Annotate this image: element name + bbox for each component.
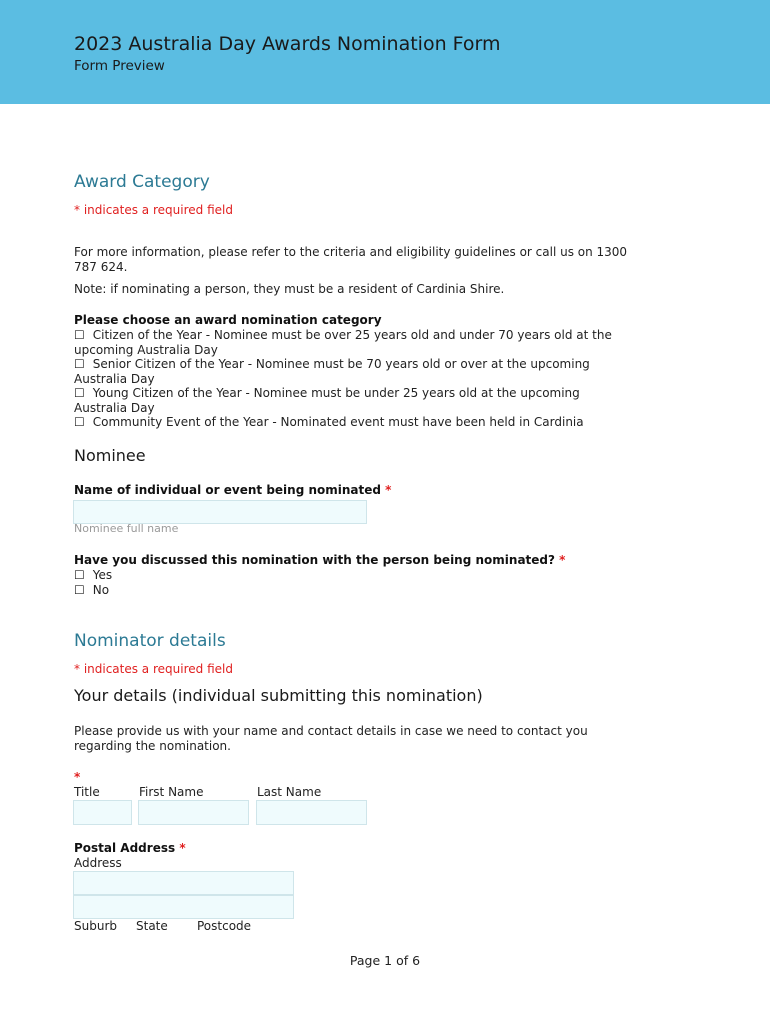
checkbox-icon[interactable]: ☐ — [74, 386, 85, 400]
first-name-input[interactable] — [138, 800, 249, 825]
option-label: Young Citizen of the Year - Nominee must be under 25 years old at the upcoming — [92, 386, 580, 400]
required-star: * — [559, 553, 566, 567]
form-subtitle: Form Preview — [74, 58, 165, 74]
option-label: Senior Citizen of the Year - Nominee must be 70 years old or over at the upcoming — [92, 357, 590, 371]
nominator-intro-line1: Please provide us with your name and contact details in case we need to contact you — [74, 724, 588, 738]
required-field-note: * indicates a required field — [74, 662, 233, 676]
required-star: * — [385, 483, 392, 497]
form-title: 2023 Australia Day Awards Nomination Form — [74, 33, 501, 55]
discussed-label — [74, 553, 565, 567]
checkbox-icon[interactable]: ☐ — [74, 415, 85, 429]
postal-address-label-text: Postal Address — [74, 841, 176, 855]
option-label-cont: upcoming Australia Day — [74, 342, 218, 357]
address-line2-input[interactable] — [73, 895, 294, 919]
checkbox-icon[interactable]: ☐ — [74, 568, 85, 582]
category-question: Please choose an award nomination category — [74, 313, 382, 327]
last-name-input[interactable] — [256, 800, 367, 825]
option-label: No — [92, 583, 110, 597]
title-label: Title — [74, 785, 100, 799]
nominator-heading: Nominator details — [74, 631, 226, 651]
first-name-label: First Name — [139, 785, 204, 799]
nominee-name-hint: Nominee full name — [74, 522, 179, 535]
suburb-label: Suburb — [74, 919, 117, 933]
last-name-label: Last Name — [257, 785, 322, 799]
form-header — [0, 0, 770, 104]
info-text-line1: For more information, please refer to the criteria and eligibility guidelines or call us on 1300 — [74, 245, 628, 259]
discussed-label-text: Have you discussed this nomination with the person being nominated? — [74, 553, 555, 567]
category-option-senior[interactable] — [74, 357, 590, 386]
checkbox-icon[interactable]: ☐ — [74, 357, 85, 371]
page-number: Page 1 of 6 — [349, 953, 421, 968]
info-text-line2: 787 624. — [74, 260, 128, 274]
nominee-heading: Nominee — [74, 446, 146, 465]
discussed-option-yes[interactable] — [74, 568, 112, 583]
checkbox-icon[interactable]: ☐ — [74, 328, 85, 342]
option-label-cont: Australia Day — [74, 371, 155, 386]
state-label: State — [136, 919, 168, 933]
checkbox-icon[interactable]: ☐ — [74, 583, 85, 597]
resident-note: Note: if nominating a person, they must be a resident of Cardinia Shire. — [74, 282, 505, 296]
category-option-citizen[interactable] — [74, 328, 612, 357]
required-star: * — [179, 841, 186, 855]
option-label: Yes — [92, 568, 113, 582]
your-details-subheading: Your details (individual submitting this nomination) — [74, 686, 483, 705]
postcode-label: Postcode — [197, 919, 252, 933]
postal-address-label — [74, 841, 186, 855]
discussed-option-no[interactable] — [74, 583, 109, 598]
option-label: Citizen of the Year - Nominee must be over 25 years old and under 70 years old at the — [92, 328, 612, 342]
address-label: Address — [74, 856, 122, 870]
option-label: Community Event of the Year - Nominated event must have been held in Cardinia — [92, 415, 584, 429]
title-input[interactable] — [73, 800, 132, 825]
nominee-name-input[interactable] — [73, 500, 367, 524]
nominee-name-label — [74, 483, 391, 497]
nominee-name-label-text: Name of individual or event being nominated — [74, 483, 381, 497]
category-option-young[interactable] — [74, 386, 580, 415]
category-option-community-event[interactable] — [74, 415, 584, 430]
nominator-intro-line2: regarding the nomination. — [74, 739, 231, 753]
required-star: * — [74, 770, 81, 784]
award-category-heading: Award Category — [74, 172, 210, 192]
option-label-cont: Australia Day — [74, 400, 155, 415]
required-field-note: * indicates a required field — [74, 203, 233, 217]
address-line1-input[interactable] — [73, 871, 294, 895]
